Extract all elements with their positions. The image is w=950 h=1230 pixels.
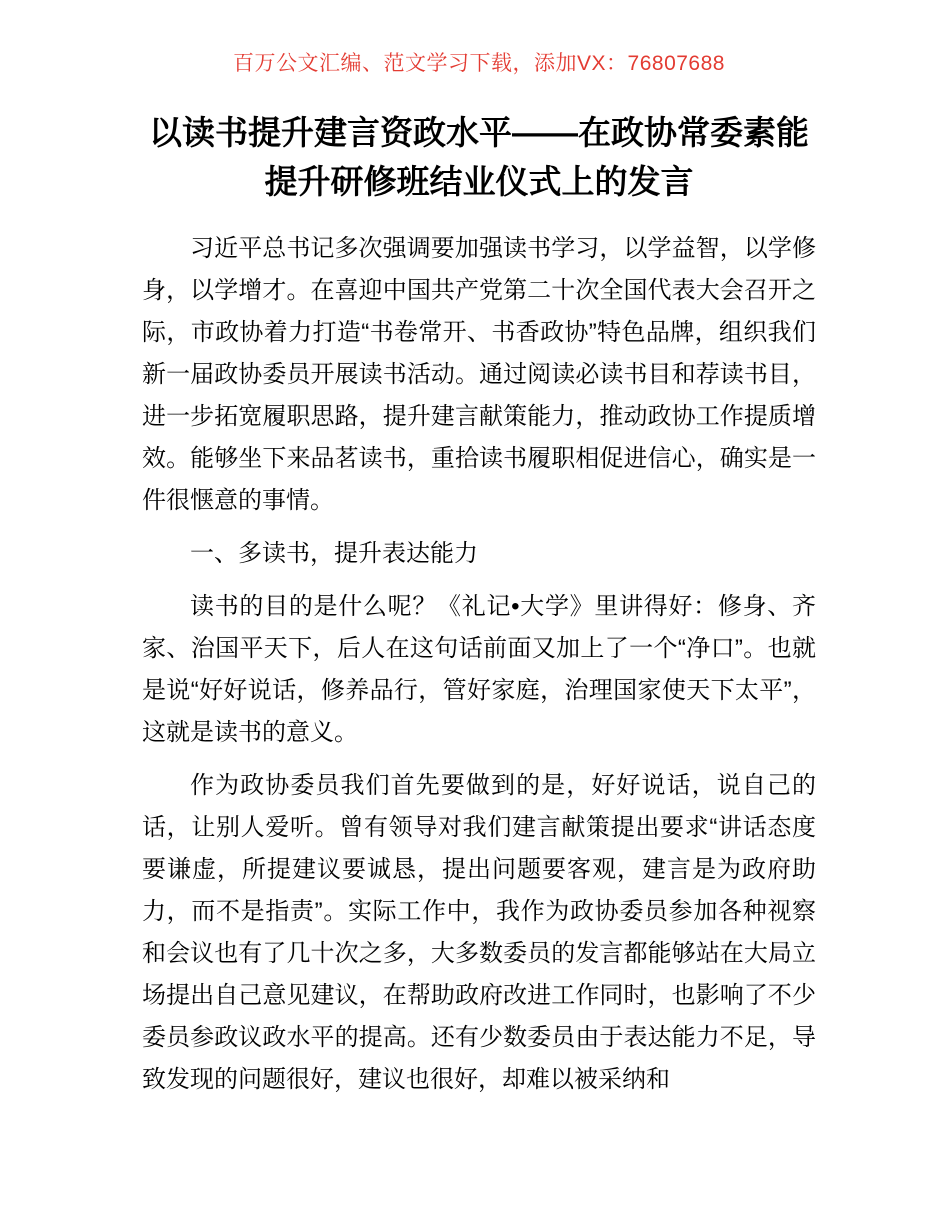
watermark-notice: 百万公文汇编、范文学习下载，添加VX：76807688 xyxy=(233,52,725,75)
paragraph-reading-purpose: 读书的目的是什么呢？《礼记•大学》里讲得好：修身、齐家、治国平天下，后人在这句话前面又加上了一个“净口”。也就是说“好好说话，修养品行，管好家庭，治理国家使天下太平”，这就是读书的意义。 xyxy=(142,593,816,747)
document-title-line-2: 提升研修班结业仪式上的发言 xyxy=(264,163,694,200)
paragraph-intro: 习近平总书记多次强调要加强读书学习，以学益智，以学修身，以学增才。在喜迎中国共产党第二十次全国代表大会召开之际，市政协着力打造“书卷常开、书香政协”特色品牌，组织我们新一届政协委员开展读书活动。通过阅读必读书目和荐读书目，进一步拓宽履职思路，提升建言献策能力，推动政协工作提质增效。能够坐下来品茗读书，重拾读书履职相促进信心，确实是一件很惬意的事情。 xyxy=(142,235,816,515)
document-body xyxy=(142,228,816,1101)
paragraph-cppcc-member: 作为政协委员我们首先要做到的是，好好说话，说自己的话，让别人爱听。曾有领导对我们建言献策提出要求“讲话态度要谦虚，所提建议要诚恳，提出问题要客观，建言是为政府助力，而不是指责”。实际工作中，我作为政协委员参加各种视察和会议也有了几十次之多，大多数委员的发言都能够站在大局立场提出自己意见建议，在帮助政府改进工作同时，也影响了不少委员参政议政水平的提高。还有少数委员由于表达能力不足，导致发现的问题很好，建议也很好，却难以被采纳和 xyxy=(142,772,816,1094)
section-heading-1: 一、多读书，提升表达能力 xyxy=(190,540,478,568)
document-title xyxy=(142,108,816,206)
document-title-line-1: 以读书提升建言资政水平——在政协常委素能 xyxy=(149,114,809,151)
